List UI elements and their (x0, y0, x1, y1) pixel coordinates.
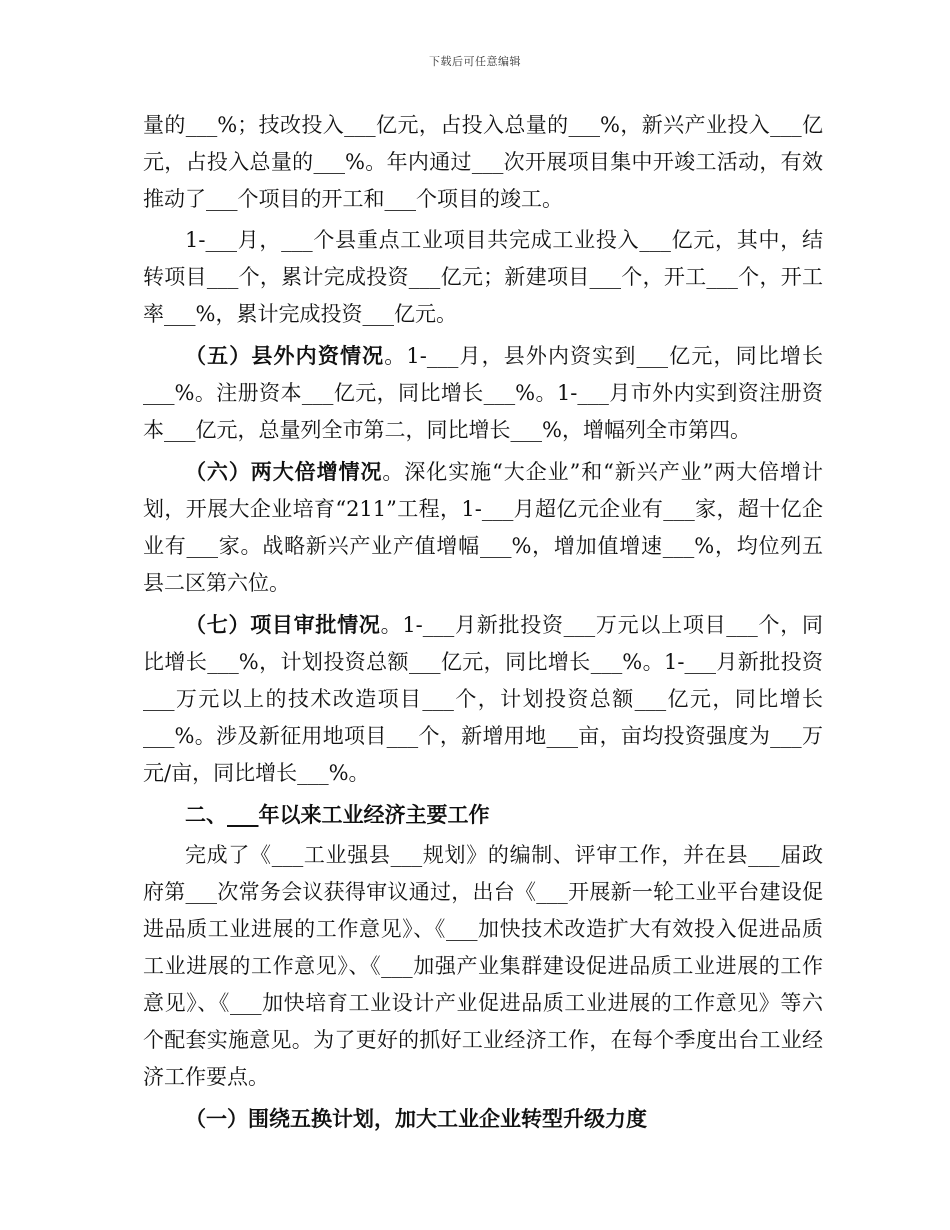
subsection-heading-transformation: （一）围绕五换计划，加大工业企业转型升级力度 (185, 1106, 647, 1131)
section-title-double-growth: （六）两大倍增情况 (185, 459, 383, 484)
paragraph-domestic-capital (143, 337, 823, 449)
section-heading-main-work: 二、___年以来工业经济主要工作 (185, 802, 490, 827)
section-title-domestic-capital: （五）县外内资情况 (185, 343, 385, 368)
paragraph-main-work: 完成了《___工业强县___规划》的编制、评审工作，并在县___届政府第___次常务会议获得审议通过，出台《___开展新一轮工业平台建设促进品质工业进展的工作意见》、《___加快技术改造扩大有效投入促进品质工业进展的工作意见》、《___加强产业集群建设促进品质工业进展的工作意见》、《___加快培育工业设计产业促进品质工业进展的工作意见》等六个配套实施意见。为了更好的抓好工业经济工作，在每个季度出台工业经济工作要点。 (143, 843, 823, 1089)
section-title-project-approval: （七）项目审批情况 (185, 612, 381, 637)
paragraph-investment-continued: 量的___%；技改投入___亿元，占投入总量的___%，新兴产业投入___亿元，占投入总量的___%。年内通过___次开展项目集中开竣工活动，有效推动了___个项目的开工和___个项目的竣工。 (143, 113, 823, 211)
paragraph-double-growth-text: 。深化实施“大企业”和“新兴产业”两大倍增计划，开展大企业培育“211”工程，1-___月超亿元企业有___家，超十亿企业有___家。战略新兴产业产值增幅___%，增加值增速___%，均位列五县二区第六位。 (143, 460, 823, 595)
paragraph-project-approval-text: 。1-___月新批投资___万元以上项目___个，同比增长___%，计划投资总额___亿元，同比增长___%。1-___月新批投资___万元以上的技术改造项目___个，计划投资总额___亿元，同比增长___%。涉及新征用地项目___个，新增用地___亩，亩均投资强度为___万元/亩，同比增长___%。 (143, 613, 823, 785)
paragraph-project-approval (143, 606, 823, 792)
page-header: 下载后可任意编辑 (429, 55, 521, 68)
paragraph-key-projects: 1-___月，___个县重点工业项目共完成工业投入___亿元，其中，结转项目___个，累计完成投资___亿元；新建项目___个，开工___个，开工率___%，累计完成投资___亿元。 (143, 228, 823, 326)
document-body (143, 107, 823, 1137)
paragraph-domestic-capital-text: 。1-___月，县外内资实到___亿元，同比增长___%。注册资本___亿元，同比增长___%。1-___月市外内实到资注册资本___亿元，总量列全市第二，同比增长___%，增幅列全市第四。 (143, 344, 823, 442)
paragraph-double-growth (143, 453, 823, 602)
